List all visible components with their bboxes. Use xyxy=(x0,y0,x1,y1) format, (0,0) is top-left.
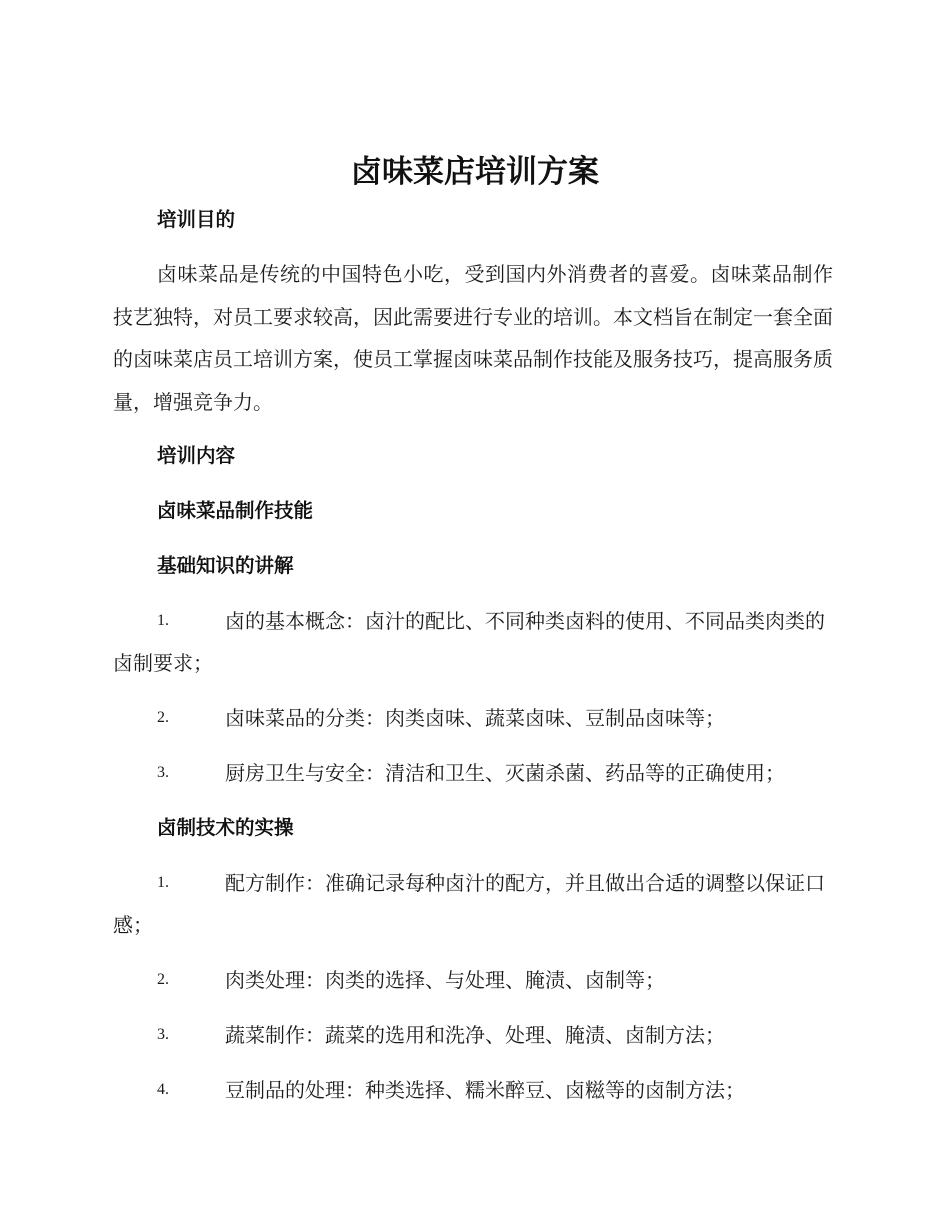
list-text: 蔬菜制作：蔬菜的选用和洗净、处理、腌渍、卤制方法； xyxy=(225,1023,725,1047)
heading-purpose: 培训目的 xyxy=(157,208,236,231)
list-number: 4. xyxy=(157,1081,169,1098)
list-text: 厨房卫生与安全：清洁和卫生、灭菌杀菌、药品等的正确使用； xyxy=(225,761,785,785)
list-item xyxy=(113,862,833,946)
heading-practice: 卤制技术的实操 xyxy=(157,816,294,839)
paragraph-purpose: 卤味菜品是传统的中国特色小吃，受到国内外消费者的喜爱。卤味菜品制作技艺独特，对员工要求较高，因此需要进行专业的培训。本文档旨在制定一套全面的卤味菜店员工培训方案，使员工掌握卤味菜品制作技能及服务技巧，提高服务质量，增强竞争力。 xyxy=(113,262,833,415)
list-number: 3. xyxy=(157,764,169,781)
heading-basics: 基础知识的讲解 xyxy=(157,554,294,577)
list-text: 配方制作：准确记录每种卤汁的配方，并且做出合适的调整以保证口感； xyxy=(113,871,825,937)
list-text: 卤的基本概念：卤汁的配比、不同种类卤料的使用、不同品类肉类的卤制要求； xyxy=(113,609,825,675)
heading-content: 培训内容 xyxy=(157,444,236,467)
list-number: 2. xyxy=(157,971,169,988)
list-number: 3. xyxy=(157,1026,169,1043)
list-text: 豆制品的处理：种类选择、糯米醉豆、卤糍等的卤制方法； xyxy=(225,1078,745,1102)
list-item xyxy=(113,1014,833,1056)
document-title: 卤味菜店培训方案 xyxy=(351,154,599,190)
list-number: 1. xyxy=(157,612,169,629)
list-item xyxy=(113,600,833,684)
list-number: 2. xyxy=(157,709,169,726)
list-item xyxy=(113,1069,833,1111)
list-number: 1. xyxy=(157,874,169,891)
list-text: 卤味菜品的分类：肉类卤味、蔬菜卤味、豆制品卤味等； xyxy=(225,706,725,730)
heading-skills: 卤味菜品制作技能 xyxy=(157,499,314,522)
list-text: 肉类处理：肉类的选择、与处理、腌渍、卤制等； xyxy=(225,968,665,992)
list-item xyxy=(113,697,833,739)
list-item xyxy=(113,752,833,794)
list-item xyxy=(113,959,833,1001)
